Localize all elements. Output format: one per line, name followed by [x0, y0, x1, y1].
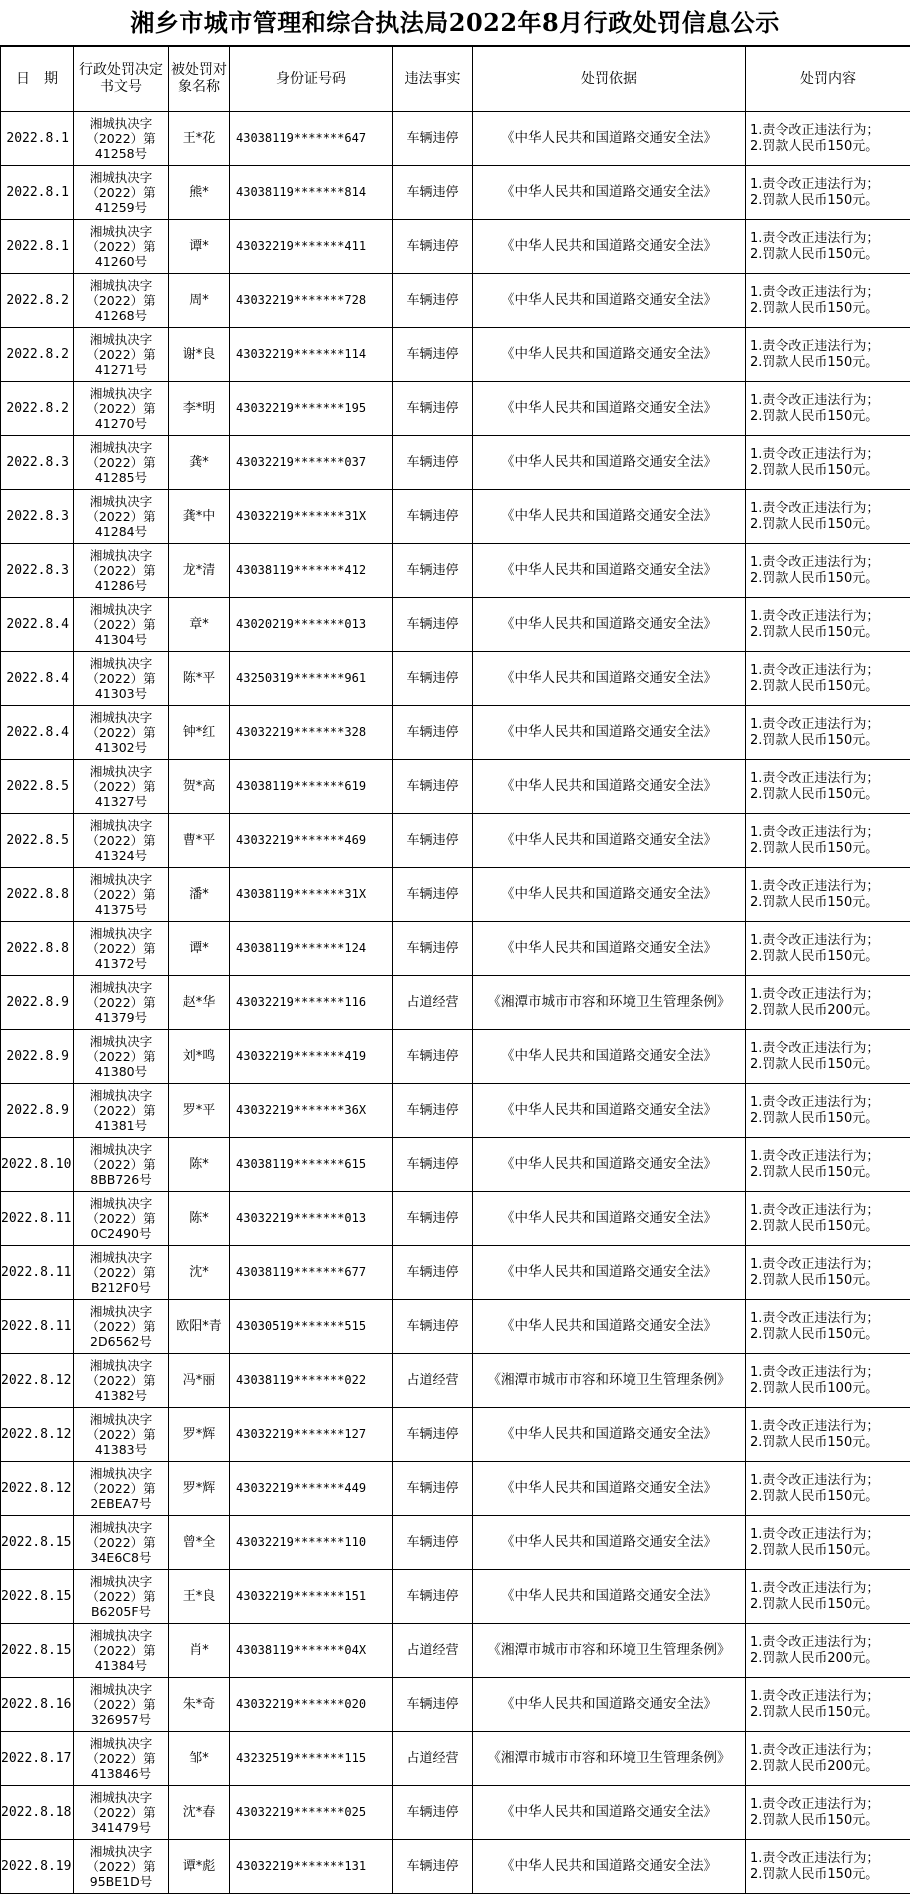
cell-penalty-content: 1.责令改正违法行为； 2.罚款人民币150元。: [746, 1192, 910, 1246]
cell-penalty-content: 1.责令改正违法行为； 2.罚款人民币200元。: [746, 976, 910, 1030]
header-date: 日 期: [1, 47, 74, 112]
cell-penalty-content: 1.责令改正违法行为； 2.罚款人民币150元。: [746, 1570, 910, 1624]
cell-penalty-basis: 《中华人民共和国道路交通安全法》: [473, 544, 746, 598]
cell-date: 2022.8.15: [1, 1570, 74, 1624]
cell-doc-number: 湘城执决字（2022）第41271号: [74, 328, 169, 382]
cell-date: 2022.8.17: [1, 1732, 74, 1786]
cell-date: 2022.8.9: [1, 976, 74, 1030]
cell-id-number: 43032219*******728: [230, 274, 393, 328]
cell-violation-fact: 车辆违停: [393, 544, 473, 598]
header-penalty-basis: 处罚依据: [473, 47, 746, 112]
cell-penalty-basis: 《中华人民共和国道路交通安全法》: [473, 1570, 746, 1624]
cell-id-number: 43038119*******814: [230, 166, 393, 220]
cell-violation-fact: 车辆违停: [393, 166, 473, 220]
cell-penalty-basis: 《中华人民共和国道路交通安全法》: [473, 1462, 746, 1516]
cell-doc-number: 湘城执决字（2022）第41259号: [74, 166, 169, 220]
table-row: [1, 1408, 910, 1462]
cell-doc-number: 湘城执决字（2022）第41286号: [74, 544, 169, 598]
cell-penalty-content: 1.责令改正违法行为； 2.罚款人民币150元。: [746, 274, 910, 328]
cell-date: 2022.8.12: [1, 1462, 74, 1516]
table-row: [1, 814, 910, 868]
cell-penalized-party: 谭*: [169, 922, 230, 976]
header-penalized-party: 被处罚对象名称: [169, 47, 230, 112]
table-row: [1, 1840, 910, 1894]
cell-date: 2022.8.11: [1, 1300, 74, 1354]
table-row: [1, 436, 910, 490]
cell-doc-number: 湘城执决字（2022）第0C2490号: [74, 1192, 169, 1246]
cell-penalty-content: 1.责令改正违法行为； 2.罚款人民币150元。: [746, 598, 910, 652]
cell-penalized-party: 谭*: [169, 220, 230, 274]
cell-penalty-basis: 《中华人民共和国道路交通安全法》: [473, 1516, 746, 1570]
cell-date: 2022.8.8: [1, 922, 74, 976]
table-row: [1, 166, 910, 220]
cell-id-number: 43030519*******515: [230, 1300, 393, 1354]
cell-penalty-basis: 《中华人民共和国道路交通安全法》: [473, 652, 746, 706]
table-row: [1, 490, 910, 544]
table-row: [1, 220, 910, 274]
cell-penalty-basis: 《湘潭市城市市容和环境卫生管理条例》: [473, 976, 746, 1030]
cell-doc-number: 湘城执决字（2022）第34E6C8号: [74, 1516, 169, 1570]
cell-penalized-party: 朱*奇: [169, 1678, 230, 1732]
cell-date: 2022.8.1: [1, 112, 74, 166]
cell-penalty-basis: 《中华人民共和国道路交通安全法》: [473, 1246, 746, 1300]
cell-penalized-party: 陈*: [169, 1138, 230, 1192]
cell-doc-number: 湘城执决字（2022）第41302号: [74, 706, 169, 760]
cell-violation-fact: 占道经营: [393, 1354, 473, 1408]
cell-doc-number: 湘城执决字（2022）第41383号: [74, 1408, 169, 1462]
cell-penalized-party: 周*: [169, 274, 230, 328]
cell-date: 2022.8.10: [1, 1138, 74, 1192]
cell-date: 2022.8.15: [1, 1516, 74, 1570]
cell-violation-fact: 车辆违停: [393, 868, 473, 922]
cell-doc-number: 湘城执决字（2022）第8BB726号: [74, 1138, 169, 1192]
cell-violation-fact: 车辆违停: [393, 652, 473, 706]
cell-penalty-content: 1.责令改正违法行为； 2.罚款人民币150元。: [746, 814, 910, 868]
cell-violation-fact: 占道经营: [393, 1732, 473, 1786]
cell-violation-fact: 车辆违停: [393, 598, 473, 652]
cell-id-number: 43032219*******025: [230, 1786, 393, 1840]
cell-id-number: 43038119*******677: [230, 1246, 393, 1300]
cell-penalty-basis: 《中华人民共和国道路交通安全法》: [473, 1030, 746, 1084]
cell-violation-fact: 车辆违停: [393, 274, 473, 328]
cell-penalty-basis: 《中华人民共和国道路交通安全法》: [473, 868, 746, 922]
table-header-row: [1, 47, 910, 112]
cell-id-number: 43032219*******411: [230, 220, 393, 274]
cell-id-number: 43032219*******469: [230, 814, 393, 868]
cell-penalized-party: 贺*高: [169, 760, 230, 814]
cell-penalized-party: 罗*平: [169, 1084, 230, 1138]
cell-date: 2022.8.12: [1, 1354, 74, 1408]
cell-doc-number: 湘城执决字（2022）第B212F0号: [74, 1246, 169, 1300]
cell-doc-number: 湘城执决字（2022）第41380号: [74, 1030, 169, 1084]
cell-penalty-content: 1.责令改正违法行为； 2.罚款人民币150元。: [746, 1840, 910, 1894]
page-title: 湘乡市城市管理和综合执法局2022年8月行政处罚信息公示: [0, 0, 910, 46]
cell-violation-fact: 车辆违停: [393, 1570, 473, 1624]
cell-date: 2022.8.16: [1, 1678, 74, 1732]
cell-penalized-party: 沈*春: [169, 1786, 230, 1840]
cell-id-number: 43232519*******115: [230, 1732, 393, 1786]
cell-penalty-basis: 《湘潭市城市市容和环境卫生管理条例》: [473, 1732, 746, 1786]
cell-doc-number: 湘城执决字（2022）第41384号: [74, 1624, 169, 1678]
cell-date: 2022.8.4: [1, 706, 74, 760]
cell-penalized-party: 欧阳*青: [169, 1300, 230, 1354]
cell-doc-number: 湘城执决字（2022）第2D6562号: [74, 1300, 169, 1354]
cell-doc-number: 湘城执决字（2022）第2EBEA7号: [74, 1462, 169, 1516]
table-row: [1, 1786, 910, 1840]
cell-penalty-content: 1.责令改正违法行为； 2.罚款人民币150元。: [746, 112, 910, 166]
cell-penalized-party: 钟*红: [169, 706, 230, 760]
cell-id-number: 43038119*******619: [230, 760, 393, 814]
cell-penalized-party: 罗*辉: [169, 1408, 230, 1462]
cell-date: 2022.8.8: [1, 868, 74, 922]
table-row: [1, 1570, 910, 1624]
cell-violation-fact: 车辆违停: [393, 490, 473, 544]
cell-doc-number: 湘城执决字（2022）第41381号: [74, 1084, 169, 1138]
cell-penalized-party: 龚*中: [169, 490, 230, 544]
cell-penalty-content: 1.责令改正违法行为； 2.罚款人民币150元。: [746, 1516, 910, 1570]
cell-id-number: 43032219*******419: [230, 1030, 393, 1084]
cell-violation-fact: 车辆违停: [393, 220, 473, 274]
cell-id-number: 43038119*******022: [230, 1354, 393, 1408]
cell-id-number: 43032219*******449: [230, 1462, 393, 1516]
cell-date: 2022.8.4: [1, 652, 74, 706]
header-id-number: 身份证号码: [230, 47, 393, 112]
cell-doc-number: 湘城执决字（2022）第95BE1D号: [74, 1840, 169, 1894]
cell-penalized-party: 刘*鸣: [169, 1030, 230, 1084]
cell-date: 2022.8.1: [1, 220, 74, 274]
table-row: [1, 1300, 910, 1354]
cell-date: 2022.8.3: [1, 544, 74, 598]
cell-doc-number: 湘城执决字（2022）第41304号: [74, 598, 169, 652]
cell-doc-number: 湘城执决字（2022）第413846号: [74, 1732, 169, 1786]
cell-doc-number: 湘城执决字（2022）第41379号: [74, 976, 169, 1030]
table-row: [1, 1678, 910, 1732]
table-row: [1, 976, 910, 1030]
cell-id-number: 43032219*******020: [230, 1678, 393, 1732]
cell-violation-fact: 车辆违停: [393, 436, 473, 490]
cell-penalized-party: 潘*: [169, 868, 230, 922]
cell-penalized-party: 曾*全: [169, 1516, 230, 1570]
cell-penalty-content: 1.责令改正违法行为； 2.罚款人民币150元。: [746, 1678, 910, 1732]
table-row: [1, 1462, 910, 1516]
table-row: [1, 1732, 910, 1786]
table-row: [1, 328, 910, 382]
cell-penalty-content: 1.责令改正违法行为； 2.罚款人民币150元。: [746, 1300, 910, 1354]
cell-date: 2022.8.9: [1, 1084, 74, 1138]
cell-penalty-basis: 《中华人民共和国道路交通安全法》: [473, 760, 746, 814]
cell-violation-fact: 车辆违停: [393, 760, 473, 814]
cell-penalty-basis: 《中华人民共和国道路交通安全法》: [473, 1678, 746, 1732]
cell-penalized-party: 谢*良: [169, 328, 230, 382]
cell-penalized-party: 谭*彪: [169, 1840, 230, 1894]
cell-date: 2022.8.15: [1, 1624, 74, 1678]
cell-id-number: 43032219*******114: [230, 328, 393, 382]
cell-date: 2022.8.4: [1, 598, 74, 652]
cell-penalty-basis: 《中华人民共和国道路交通安全法》: [473, 1840, 746, 1894]
table-row: [1, 652, 910, 706]
cell-penalized-party: 王*花: [169, 112, 230, 166]
cell-date: 2022.8.9: [1, 1030, 74, 1084]
cell-penalty-content: 1.责令改正违法行为； 2.罚款人民币100元。: [746, 1354, 910, 1408]
cell-violation-fact: 占道经营: [393, 976, 473, 1030]
cell-violation-fact: 车辆违停: [393, 1462, 473, 1516]
cell-penalty-basis: 《中华人民共和国道路交通安全法》: [473, 166, 746, 220]
header-violation-fact: 违法事实: [393, 47, 473, 112]
cell-penalized-party: 龙*清: [169, 544, 230, 598]
cell-id-number: 43032219*******127: [230, 1408, 393, 1462]
table-row: [1, 1030, 910, 1084]
cell-penalty-basis: 《中华人民共和国道路交通安全法》: [473, 328, 746, 382]
cell-penalized-party: 熊*: [169, 166, 230, 220]
cell-id-number: 43038119*******647: [230, 112, 393, 166]
cell-doc-number: 湘城执决字（2022）第41268号: [74, 274, 169, 328]
cell-penalty-basis: 《中华人民共和国道路交通安全法》: [473, 1786, 746, 1840]
penalty-table: [0, 46, 910, 1894]
table-row: [1, 1354, 910, 1408]
cell-id-number: 43032219*******013: [230, 1192, 393, 1246]
cell-date: 2022.8.3: [1, 436, 74, 490]
cell-date: 2022.8.2: [1, 328, 74, 382]
cell-penalty-content: 1.责令改正违法行为； 2.罚款人民币150元。: [746, 1246, 910, 1300]
cell-penalty-basis: 《中华人民共和国道路交通安全法》: [473, 274, 746, 328]
cell-penalized-party: 罗*辉: [169, 1462, 230, 1516]
cell-doc-number: 湘城执决字（2022）第41284号: [74, 490, 169, 544]
cell-penalized-party: 赵*华: [169, 976, 230, 1030]
cell-doc-number: 湘城执决字（2022）第41382号: [74, 1354, 169, 1408]
cell-penalized-party: 陈*平: [169, 652, 230, 706]
table-row: [1, 544, 910, 598]
cell-penalty-content: 1.责令改正违法行为； 2.罚款人民币150元。: [746, 1462, 910, 1516]
cell-doc-number: 湘城执决字（2022）第41260号: [74, 220, 169, 274]
table-row: [1, 1138, 910, 1192]
cell-doc-number: 湘城执决字（2022）第41285号: [74, 436, 169, 490]
cell-penalty-content: 1.责令改正违法行为； 2.罚款人民币150元。: [746, 760, 910, 814]
cell-penalty-basis: 《中华人民共和国道路交通安全法》: [473, 490, 746, 544]
cell-penalty-content: 1.责令改正违法行为； 2.罚款人民币150元。: [746, 706, 910, 760]
cell-penalty-basis: 《中华人民共和国道路交通安全法》: [473, 1408, 746, 1462]
cell-penalty-content: 1.责令改正违法行为； 2.罚款人民币150元。: [746, 652, 910, 706]
cell-doc-number: 湘城执决字（2022）第41372号: [74, 922, 169, 976]
cell-penalized-party: 沈*: [169, 1246, 230, 1300]
cell-id-number: 43032219*******36X: [230, 1084, 393, 1138]
table-row: [1, 1192, 910, 1246]
cell-violation-fact: 车辆违停: [393, 1084, 473, 1138]
cell-penalty-content: 1.责令改正违法行为； 2.罚款人民币150元。: [746, 922, 910, 976]
cell-penalty-content: 1.责令改正违法行为； 2.罚款人民币150元。: [746, 382, 910, 436]
cell-penalty-basis: 《中华人民共和国道路交通安全法》: [473, 1138, 746, 1192]
cell-date: 2022.8.3: [1, 490, 74, 544]
cell-violation-fact: 车辆违停: [393, 814, 473, 868]
cell-date: 2022.8.5: [1, 814, 74, 868]
cell-id-number: 43038119*******615: [230, 1138, 393, 1192]
cell-doc-number: 湘城执决字（2022）第41324号: [74, 814, 169, 868]
cell-id-number: 43020219*******013: [230, 598, 393, 652]
table-row: [1, 1516, 910, 1570]
cell-penalized-party: 章*: [169, 598, 230, 652]
cell-doc-number: 湘城执决字（2022）第41327号: [74, 760, 169, 814]
table-row: [1, 706, 910, 760]
cell-penalized-party: 邹*: [169, 1732, 230, 1786]
cell-id-number: 43038119*******412: [230, 544, 393, 598]
cell-violation-fact: 车辆违停: [393, 1246, 473, 1300]
cell-penalty-basis: 《中华人民共和国道路交通安全法》: [473, 922, 746, 976]
cell-violation-fact: 车辆违停: [393, 1516, 473, 1570]
cell-violation-fact: 车辆违停: [393, 328, 473, 382]
table-row: [1, 274, 910, 328]
cell-violation-fact: 车辆违停: [393, 1786, 473, 1840]
cell-doc-number: 湘城执决字（2022）第B6205F号: [74, 1570, 169, 1624]
cell-id-number: 43032219*******195: [230, 382, 393, 436]
table-row: [1, 112, 910, 166]
table-row: [1, 382, 910, 436]
cell-violation-fact: 车辆违停: [393, 1030, 473, 1084]
cell-penalized-party: 龚*: [169, 436, 230, 490]
cell-violation-fact: 车辆违停: [393, 922, 473, 976]
cell-violation-fact: 车辆违停: [393, 1840, 473, 1894]
cell-doc-number: 湘城执决字（2022）第41303号: [74, 652, 169, 706]
cell-id-number: 43032219*******31X: [230, 490, 393, 544]
cell-id-number: 43032219*******151: [230, 1570, 393, 1624]
cell-penalty-content: 1.责令改正违法行为； 2.罚款人民币150元。: [746, 1408, 910, 1462]
table-row: [1, 1084, 910, 1138]
cell-violation-fact: 车辆违停: [393, 706, 473, 760]
cell-date: 2022.8.2: [1, 274, 74, 328]
cell-penalized-party: 李*明: [169, 382, 230, 436]
cell-id-number: 43032219*******131: [230, 1840, 393, 1894]
cell-penalty-content: 1.责令改正违法行为； 2.罚款人民币150元。: [746, 328, 910, 382]
cell-penalty-content: 1.责令改正违法行为； 2.罚款人民币150元。: [746, 1786, 910, 1840]
cell-date: 2022.8.19: [1, 1840, 74, 1894]
cell-date: 2022.8.2: [1, 382, 74, 436]
cell-violation-fact: 车辆违停: [393, 1408, 473, 1462]
cell-date: 2022.8.18: [1, 1786, 74, 1840]
table-row: [1, 922, 910, 976]
cell-doc-number: 湘城执决字（2022）第41270号: [74, 382, 169, 436]
cell-violation-fact: 车辆违停: [393, 1678, 473, 1732]
cell-penalized-party: 王*良: [169, 1570, 230, 1624]
cell-violation-fact: 车辆违停: [393, 112, 473, 166]
cell-penalty-basis: 《中华人民共和国道路交通安全法》: [473, 1192, 746, 1246]
cell-penalty-basis: 《湘潭市城市市容和环境卫生管理条例》: [473, 1354, 746, 1408]
cell-doc-number: 湘城执决字（2022）第341479号: [74, 1786, 169, 1840]
cell-date: 2022.8.5: [1, 760, 74, 814]
cell-doc-number: 湘城执决字（2022）第326957号: [74, 1678, 169, 1732]
cell-penalized-party: 冯*丽: [169, 1354, 230, 1408]
cell-penalty-content: 1.责令改正违法行为； 2.罚款人民币200元。: [746, 1732, 910, 1786]
cell-penalty-content: 1.责令改正违法行为； 2.罚款人民币150元。: [746, 220, 910, 274]
cell-penalty-content: 1.责令改正违法行为； 2.罚款人民币150元。: [746, 490, 910, 544]
cell-id-number: 43038119*******124: [230, 922, 393, 976]
cell-penalty-basis: 《中华人民共和国道路交通安全法》: [473, 814, 746, 868]
cell-id-number: 43032219*******116: [230, 976, 393, 1030]
cell-penalty-basis: 《中华人民共和国道路交通安全法》: [473, 706, 746, 760]
cell-penalty-content: 1.责令改正违法行为； 2.罚款人民币150元。: [746, 868, 910, 922]
cell-date: 2022.8.11: [1, 1246, 74, 1300]
cell-penalty-basis: 《中华人民共和国道路交通安全法》: [473, 436, 746, 490]
table-row: [1, 760, 910, 814]
table-row: [1, 868, 910, 922]
cell-penalty-content: 1.责令改正违法行为； 2.罚款人民币150元。: [746, 1084, 910, 1138]
cell-violation-fact: 车辆违停: [393, 1300, 473, 1354]
header-penalty-content: 处罚内容: [746, 47, 910, 112]
cell-penalty-basis: 《中华人民共和国道路交通安全法》: [473, 1300, 746, 1354]
cell-date: 2022.8.11: [1, 1192, 74, 1246]
cell-penalty-basis: 《湘潭市城市市容和环境卫生管理条例》: [473, 1624, 746, 1678]
cell-doc-number: 湘城执决字（2022）第41258号: [74, 112, 169, 166]
cell-penalized-party: 曹*平: [169, 814, 230, 868]
table-row: [1, 1246, 910, 1300]
cell-penalty-basis: 《中华人民共和国道路交通安全法》: [473, 382, 746, 436]
cell-penalty-content: 1.责令改正违法行为； 2.罚款人民币150元。: [746, 1030, 910, 1084]
cell-penalized-party: 陈*: [169, 1192, 230, 1246]
cell-penalty-content: 1.责令改正违法行为； 2.罚款人民币150元。: [746, 544, 910, 598]
cell-id-number: 43032219*******037: [230, 436, 393, 490]
table-row: [1, 598, 910, 652]
cell-penalty-content: 1.责令改正违法行为； 2.罚款人民币150元。: [746, 166, 910, 220]
cell-violation-fact: 车辆违停: [393, 382, 473, 436]
cell-id-number: 43250319*******961: [230, 652, 393, 706]
cell-penalty-content: 1.责令改正违法行为； 2.罚款人民币150元。: [746, 436, 910, 490]
cell-penalty-basis: 《中华人民共和国道路交通安全法》: [473, 598, 746, 652]
cell-doc-number: 湘城执决字（2022）第41375号: [74, 868, 169, 922]
cell-penalty-basis: 《中华人民共和国道路交通安全法》: [473, 1084, 746, 1138]
table-row: [1, 1624, 910, 1678]
cell-violation-fact: 占道经营: [393, 1624, 473, 1678]
header-doc-number: 行政处罚决定书文号: [74, 47, 169, 112]
cell-penalty-basis: 《中华人民共和国道路交通安全法》: [473, 112, 746, 166]
cell-penalty-content: 1.责令改正违法行为； 2.罚款人民币150元。: [746, 1138, 910, 1192]
cell-id-number: 43032219*******110: [230, 1516, 393, 1570]
cell-violation-fact: 车辆违停: [393, 1138, 473, 1192]
cell-id-number: 43032219*******328: [230, 706, 393, 760]
cell-date: 2022.8.12: [1, 1408, 74, 1462]
cell-penalized-party: 肖*: [169, 1624, 230, 1678]
cell-id-number: 43038119*******04X: [230, 1624, 393, 1678]
cell-penalty-content: 1.责令改正违法行为； 2.罚款人民币200元。: [746, 1624, 910, 1678]
cell-penalty-basis: 《中华人民共和国道路交通安全法》: [473, 220, 746, 274]
cell-id-number: 43038119*******31X: [230, 868, 393, 922]
cell-date: 2022.8.1: [1, 166, 74, 220]
cell-violation-fact: 车辆违停: [393, 1192, 473, 1246]
